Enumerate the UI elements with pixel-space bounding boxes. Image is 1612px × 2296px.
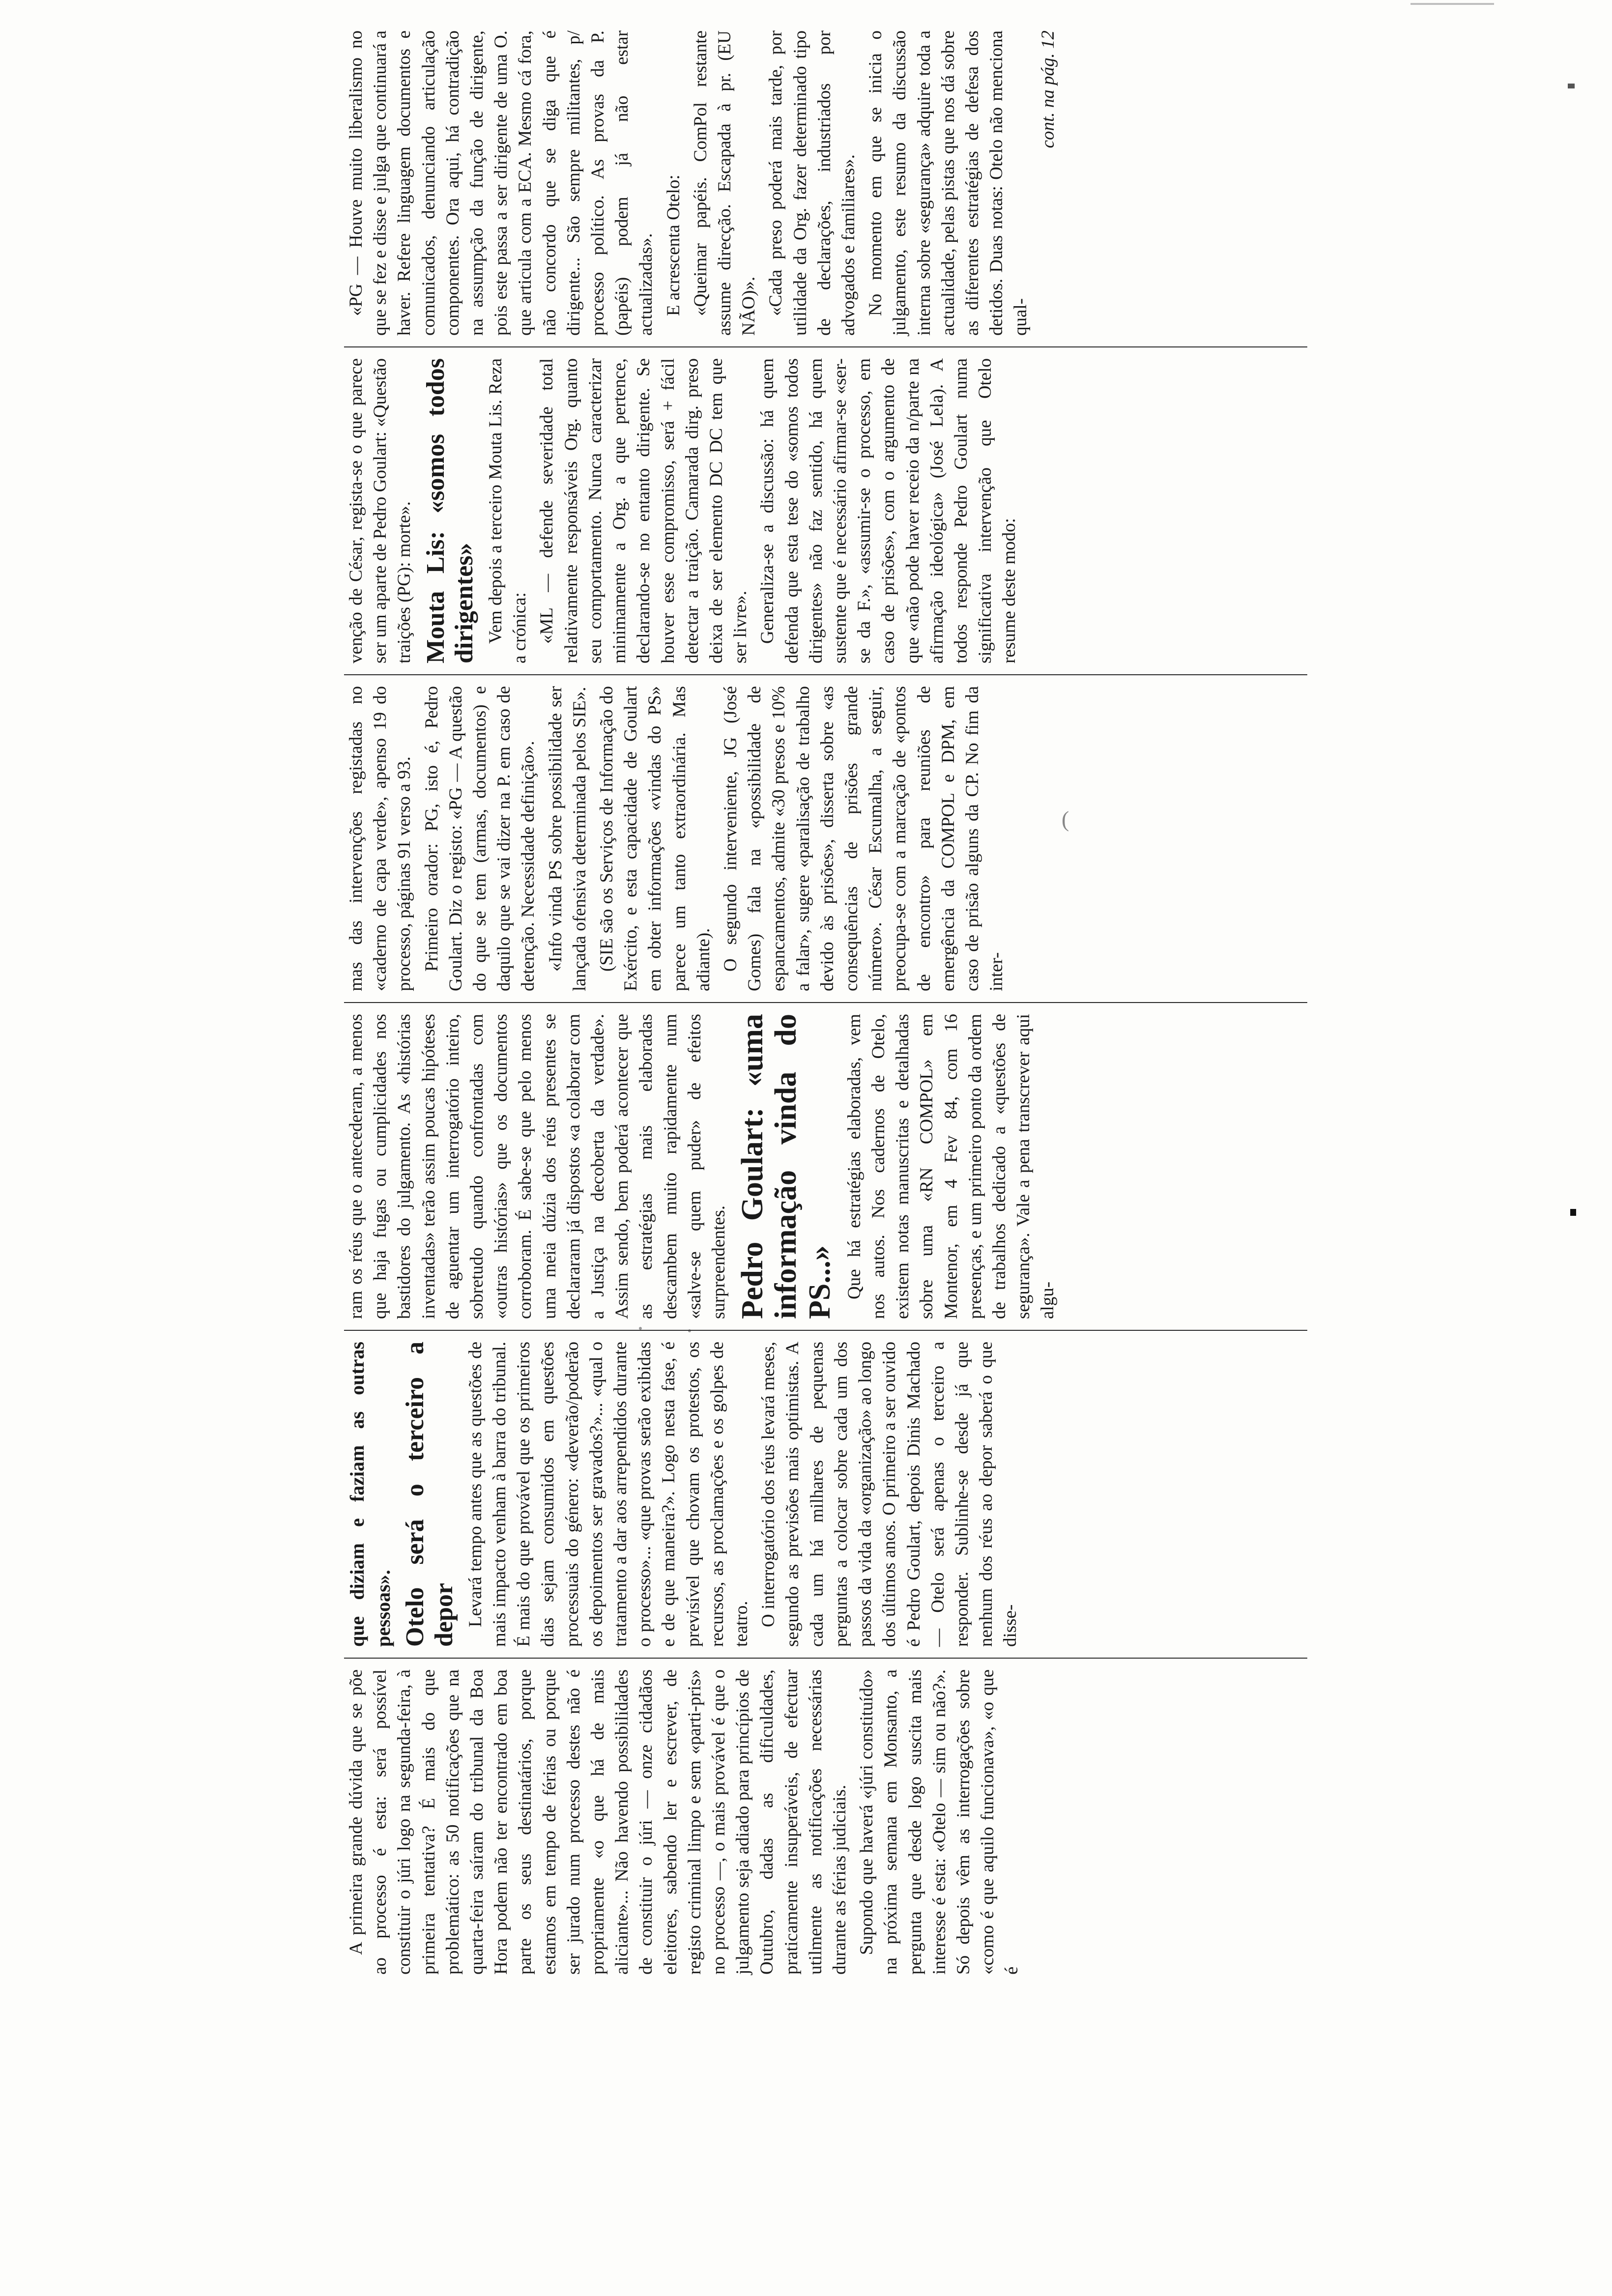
section-heading: Mouta Lis: «somos todos dirigentes» [421, 358, 478, 663]
paragraph: A primeira grande dúvida que se põe ao processo é esta: será possível constituir o júri logo na segunda-feira, à primeira tentativa? É mais do que problemático: as 50 notificações que na quarta-feira saíram do tribunal da Boa Hora podem não ter encontrado em boa parte os seus destinatários, porque estamos em tempo de férias ou porque ser jurado num processo destes não é propriamente «o que há de mais aliciante»... Não havendo possibilidades de constituir o júri — onze cidadãos eleitores, sabendo ler e escrever, de registo criminal limpo e sem «parti-pris» no processo —, o mais provável é que o julgamento seja adiado para princípios de Outubro, dadas as dificuldades, praticamente insuperáveis, de efectuar utilmente as notificações necessárias durante as férias judiciais. [346, 1669, 850, 1975]
paragraph: que diziam e faziam as outras pessoas». [346, 1342, 395, 1647]
article-column [344, 1002, 1307, 1330]
paragraph: «PG — Houve muito liberalismo no que se fez e disse e julga que continuará a haver. Refere linguagem documentos e comunicados, denunciando articulação componentes. Ora aqui, há contradição na assumpção da função de dirigente, pois este passa a ser dirigente de uma O. que articula com a ECA. Mesmo cá fora, não concordo que se diga que é dirigente... São sempre militantes, p/ processo político. As provas da P. (papéis) podem já não estar actualizadas». [346, 30, 657, 336]
article-column [344, 674, 1307, 1002]
stray-mark: ( [1062, 806, 1069, 832]
paragraph: E acrescenta Otelo: [663, 174, 684, 316]
paragraph: (SIE são os Serviços de Informação do Exército, e esta capacidade de Goulart em obter informações «vindas do PS» parece um tanto extraordinária. Mas adiante). [597, 686, 714, 991]
scan-edge-mark [1410, 3, 1494, 5]
article-column [344, 1658, 1307, 1985]
paragraph: Generaliza-se a discussão: há quem defenda que esta tese do «somos todos dirigentes» não faz sentido, há quem sustente que é necessário afirmar-se «ser-se da F.», «assumir-se o processo, em caso de prisões», com o argumento de que «não pode haver receio da n/parte na afirmação ideológica» (José Lela). A todos responde Pedro Goulart numa significativa intervenção que Otelo resume deste modo: [757, 358, 1020, 663]
paragraph: Vem depois a terceiro Mouta Lis. Reza a crónica: [486, 358, 530, 663]
paragraph: «ML — defende severidade total relativamente responsáveis Org. quanto seu comportamento. Nunca caracterizar minimamente a Org. a que pertence, declarando-se no entanto dirigente. Se houver esse compromisso, será + fácil detectar a traição. Camarada dirg. preso deixa de ser elemento DC DC tem que ser livre». [537, 358, 751, 663]
newspaper-article [344, 20, 1307, 1985]
article-column [344, 20, 1307, 346]
paragraph: mas das intervenções registadas no «caderno de capa verde», apenso 19 do processo, páginas 91 verso a 93. [346, 686, 415, 991]
paragraph: ram os réus que o antecederam, a menos que haja fugas ou cumplicidades nos bastidores do julgamento. As «histórias inventadas» terão assim poucas hipóteses de aguentar um interrogatório inteiro, sobretudo quando confrontadas com «outras histórias» que os documentos corroboram. É sabe-se que pelo menos uma meia dúzia dos réus presentes se declararam já dispostos «a colaborar com a Justiça na decoberta da verdade». Assim sendo, bem poderá acontecer que as estratégias mais elaboradas descambem muito rapidamente num «salve-se quem puder» de efeitos surpreendentes. [346, 1014, 729, 1319]
paragraph: Que há estratégias elaboradas, vem nos autos. Nos cadernos de Otelo, existem notas manuscritas e detalhadas sobre uma «RN COMPOL» em Montenor, em 4 Fev 84, com 16 presenças, e um primeiro ponto da ordem de trabalhos dedicado a «questões de segurança». Vale a pena transcrever aqui algu- [844, 1014, 1058, 1319]
paragraph: venção de César, regista-se o que parece ser um aparte de Pedro Goulart: «Questão traições (PG): morte». [346, 358, 415, 663]
article-column [344, 346, 1307, 674]
article-column [344, 1330, 1307, 1658]
paragraph: «Queimar papéis. ComPol restante assume direcção. Escapada à pr. (EU NÃO)». [690, 30, 759, 336]
section-heading: Otelo será o terceiro a depor [401, 1342, 458, 1647]
paragraph: O interrogatório dos réus levará meses, segundo as previsões mais optimistas. A cada um há milhares de pequenas perguntas a colocar sobre cada um dos passos da vida da «organização» ao longo dos últimos anos. O primeiro a ser ouvido é Pedro Goulart, depois Dinis Machado — Otelo será apenas o terceiro a responder. Sublinhe-se desde já que nenhum dos réus ao depor saberá o que disse- [758, 1342, 1021, 1647]
paragraph: Supondo que haverá «júri constituído» na próxima semana em Monsanto, a pergunta que desde logo suscita mais interesse é esta: «Otelo — sim ou não?». Só depois vêm as interrogações sobre «como é que aquilo funcionava», «o que é [857, 1669, 1022, 1975]
continuation-note: cont. na pág. 12 [1037, 30, 1058, 148]
paragraph: O segundo interveniente, JG (José Gomes) fala na «possibilidade de espancamentos, admite «30 presos e 10% a falar», sugere «paralisação de trabalho devido às prisões», disserta sobre «as consequências de prisões grande número». César Escumalha, a seguir, preocupa-se com a marcação de «pontos de encontro» para reuniões de emergência da COMPOL e DPM, em caso de prisão alguns da CP. No fim da inter- [720, 686, 1007, 991]
bullet-mark [1570, 1209, 1576, 1216]
paragraph: Primeiro orador: PG, isto é, Pedro Goulart. Diz o registo: «PG — A questão do que se tem (armas, documentos) e daquilo que se vai dizer na P. em caso de detenção. Necessidade definição». [421, 686, 539, 991]
paragraph: Levará tempo antes que as questões de mais impacto venham à barra do tribunal. É mais do que provável que os primeiros dias sejam consumidos em questões processuais do género: «deverão/poderão os depoimentos ser gravados?»... «qual o tratamento a dar aos arrependidos durante o processo»... «que provas serão exibidas e de que maneira?». Logo nesta fase, é previsível que chovam os protestos, os recursos, as proclamações e os golpes de teatro. [465, 1342, 752, 1647]
paragraph: «Info vinda PS sobre possibilidade ser lançada ofensiva determinada pelos SIE». [545, 686, 590, 991]
paragraph: «Cada preso poderá mais tarde, por utilidade da Org. fazer determinado tipo de declarações, industriados por advogados e familiares». [766, 30, 859, 336]
paragraph: No momento em que se inicia o julgamento, este resumo da discussão interna sobre «segurança» adquire toda a actualidade, pelas pistas que nos dá sobre as diferentes estratégias de defesa dos detidos. Duas notas: Otelo não menciona qual- [865, 30, 1031, 336]
section-heading: Pedro Goulart: «uma informação vinda do PS...» [736, 1014, 836, 1319]
scan-speck [1568, 84, 1575, 88]
